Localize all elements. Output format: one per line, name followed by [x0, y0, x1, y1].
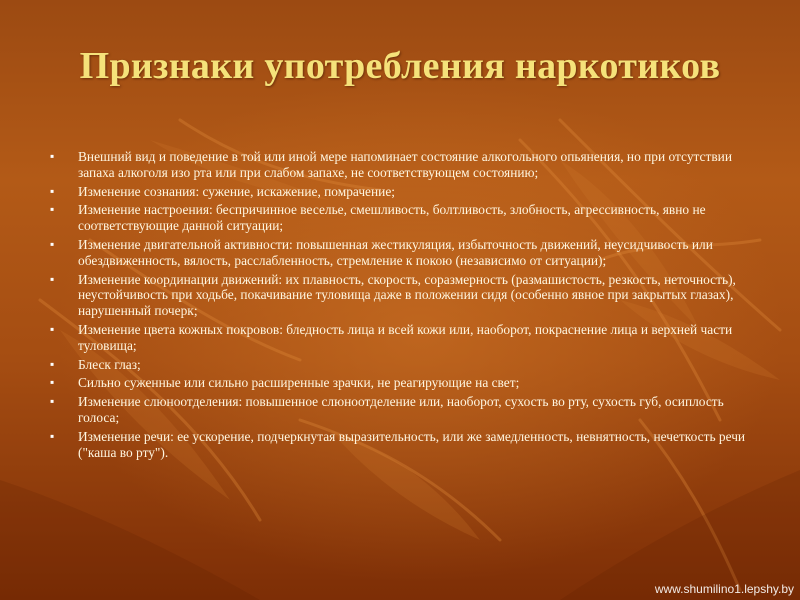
bullet-text: Изменение двигательной активности: повышенная жестикуляция, избыточность движений, неусидчивость или обездвиженность, вялость, расслабленность, стремление к покою (независимо от ситуации); [78, 236, 713, 268]
bullet-list [50, 149, 750, 463]
list-item [50, 272, 750, 319]
bullet-text: Внешний вид и поведение в той или иной мере напоминает состояние алкогольного опьянения, но при отсутствии запаха алкоголя изо рта или при слабом запахе, не соответствующем состоянию; [78, 149, 732, 180]
bullet-text: Изменение настроения: беспричинное веселье, смешливость, болтливость, злобность, агрессивность, явно не соответствующие данной ситуации; [78, 202, 706, 234]
list-item [50, 375, 750, 391]
bullet-icon: ▪ [50, 394, 55, 409]
bullet-icon: ▪ [50, 183, 55, 198]
bullet-icon: ▪ [50, 321, 55, 336]
list-item [50, 322, 750, 354]
list-item [50, 394, 750, 426]
bullet-text: Изменение координации движений: их плавность, скорость, соразмерность (размашистость, резкость, неточность), неустойчивость при ходьбе, покачивание туловища даже в положении сидя (особенно явное при закрытых глазах), нарушенный почерк; [78, 271, 736, 319]
bullet-icon: ▪ [50, 149, 55, 163]
list-item [50, 357, 750, 373]
bullet-icon: ▪ [50, 202, 55, 217]
bullet-text: Сильно суженные или сильно расширенные зрачки, не реагирующие на свет; [78, 375, 520, 391]
list-item [50, 184, 750, 200]
bullet-icon: ▪ [50, 271, 55, 286]
list-item [50, 429, 750, 461]
watermark-url: www.shumilino1.lepshy.by [654, 582, 794, 596]
bullet-text: Изменение слюноотделения: повышенное слюноотделение или, наоборот, сухость во рту, сухость губ, осиплость голоса; [78, 394, 724, 425]
bullet-text: Блеск глаз; [78, 356, 141, 372]
slide-title: Признаки употребления наркотиков [79, 45, 721, 87]
list-item [50, 149, 750, 181]
bullet-icon: ▪ [50, 356, 55, 371]
bullet-icon: ▪ [50, 236, 55, 251]
bullet-text: Изменение речи: ее ускорение, подчеркнутая выразительность, или же замедленность, невнятность, нечеткость речи ("каша во рту"). [78, 428, 746, 460]
bullet-icon: ▪ [50, 428, 55, 443]
list-item [50, 237, 750, 269]
list-item [50, 202, 750, 234]
bullet-text: Изменение сознания: сужение, искажение, помрачение; [78, 183, 395, 199]
bullet-icon: ▪ [50, 375, 55, 390]
bullet-text: Изменение цвета кожных покровов: бледность лица и всей кожи или, наоборот, покраснение лица и верхней части туловища; [78, 321, 733, 353]
